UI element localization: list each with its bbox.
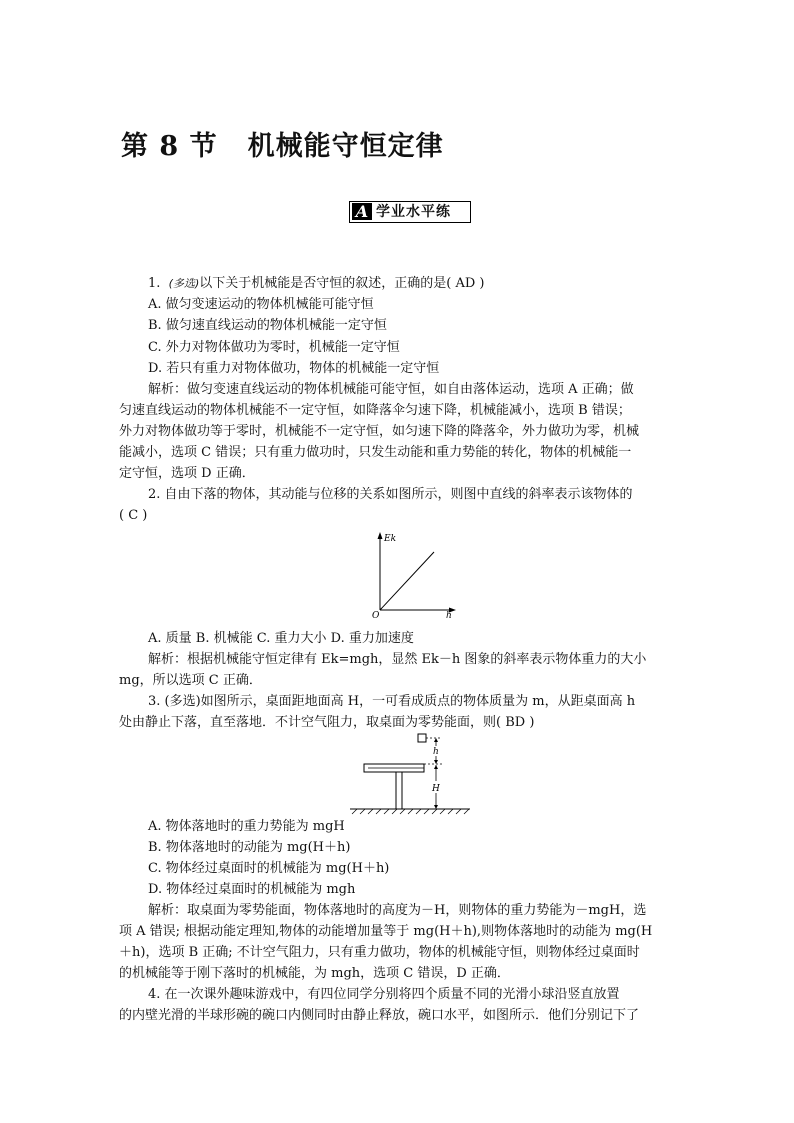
label-H: H	[432, 784, 440, 794]
q3-stem: 3. (多选)如图所示，桌面距地面高 H，一可看成质点的物体质量为 m，从距桌面高 h	[148, 694, 636, 709]
q1-option-d: D. 若只有重力对物体做功，物体的机械能一定守恒	[148, 361, 440, 376]
q3-option-b: B. 物体落地时的动能为 mg(H＋h)	[148, 840, 351, 855]
q3-option-c: C. 物体经过桌面时的机械能为 mg(H＋h)	[148, 861, 390, 876]
q4-stem-cont: 的内壁光滑的半球形碗的碗口内侧同时由静止释放，碗口水平，如图所示．他们分别记下了	[119, 1008, 640, 1023]
q3-stem-cont: 处由静止下落，直至落地．不计空气阻力，取桌面为零势能面，则( BD )	[119, 715, 535, 730]
ground-hatch	[352, 809, 469, 814]
arrow-up-icon	[434, 765, 438, 769]
q4-stem: 4. 在一次课外趣味游戏中，有四位同学分别将四个质量不同的光滑小球沿竖直放置	[148, 987, 620, 1002]
q3-solution-line: 的机械能等于刚下落时的机械能，为 mgh，选项 C 错误，D 正确．	[119, 966, 510, 981]
xlabel: h	[446, 611, 452, 620]
badge-text: 学业水平练	[376, 204, 451, 220]
table-figure	[348, 731, 472, 815]
q2-stem: 2. 自由下落的物体，其动能与位移的关系如图所示，则图中直线的斜率表示该物体的	[148, 487, 633, 502]
arrow-down-icon	[434, 805, 438, 809]
y-axis-arrow-icon	[378, 532, 383, 539]
q1-solution-line: 解析：做匀变速直线运动的物体机械能可能守恒，如自由落体运动，选项 A 正确；做	[148, 382, 634, 397]
q2-answer: ( C )	[119, 508, 148, 523]
q3-option-d: D. 物体经过桌面时的机械能为 mgh	[148, 882, 356, 897]
q3-solution-line: 解析：取桌面为零势能面，物体落地时的高度为－H，则物体的重力势能为－mgH，选	[148, 903, 647, 918]
q2-solution-line: 解析：根据机械能守恒定律有 Ek=mgh，显然 Ek－h 图象的斜率表示物体重力的大小	[148, 652, 647, 667]
q1-option-a: A. 做匀变速运动的物体机械能可能守恒	[148, 297, 374, 312]
q1-option-b: B. 做匀速直线运动的物体机械能一定守恒	[148, 318, 387, 333]
section-number: 第 8 节	[121, 131, 218, 162]
q2-solution-line: mg，所以选项 C 正确．	[119, 673, 262, 688]
section-name: 机械能守恒定律	[247, 131, 444, 162]
page-title	[121, 124, 444, 163]
label-h: h	[433, 747, 439, 757]
q1-solution-line: 外力对物体做功等于零时，机械能不一定守恒，如匀速下降的降落伞，外力做功为零，机械	[119, 424, 640, 439]
q2-options: A. 质量 B. 机械能 C. 重力大小 D. 重力加速度	[148, 631, 414, 646]
object-box	[418, 734, 426, 742]
graph-line	[380, 552, 434, 610]
badge-letter: A	[352, 203, 372, 220]
q1-option-c: C. 外力对物体做功为零时，机械能一定守恒	[148, 340, 400, 355]
q1-stem: 1. (多选)以下关于机械能是否守恒的叙述，正确的是( AD )	[148, 276, 485, 291]
ylabel: Ek	[384, 534, 397, 544]
q1-solution-line: 能减小，选项 C 错误；只有重力做功时，只发生动能和重力势能的转化，物体的机械能一	[119, 445, 632, 460]
q1-solution-line: 定守恒，选项 D 正确．	[119, 466, 255, 481]
ek-h-graph	[364, 528, 464, 620]
arrow-up-icon	[434, 738, 438, 742]
level-badge	[349, 201, 471, 223]
arrow-down-icon	[434, 760, 438, 764]
q3-solution-line: 项 A 错误; 根据动能定理知,物体的动能增加量等于 mg(H＋h),则物体落地时的动能为 mg(H	[119, 924, 653, 939]
q3-option-a: A. 物体落地时的重力势能为 mgH	[148, 819, 345, 834]
q3-solution-line: ＋h)，选项 B 正确; 不计空气阻力，只有重力做功，物体的机械能守恒，则物体经过桌面时	[119, 945, 640, 960]
q1-solution-line: 匀速直线运动的物体机械能不一定守恒，如降落伞匀速下降，机械能减小，选项 B 错误；	[119, 403, 631, 418]
origin-label: O	[372, 611, 380, 620]
